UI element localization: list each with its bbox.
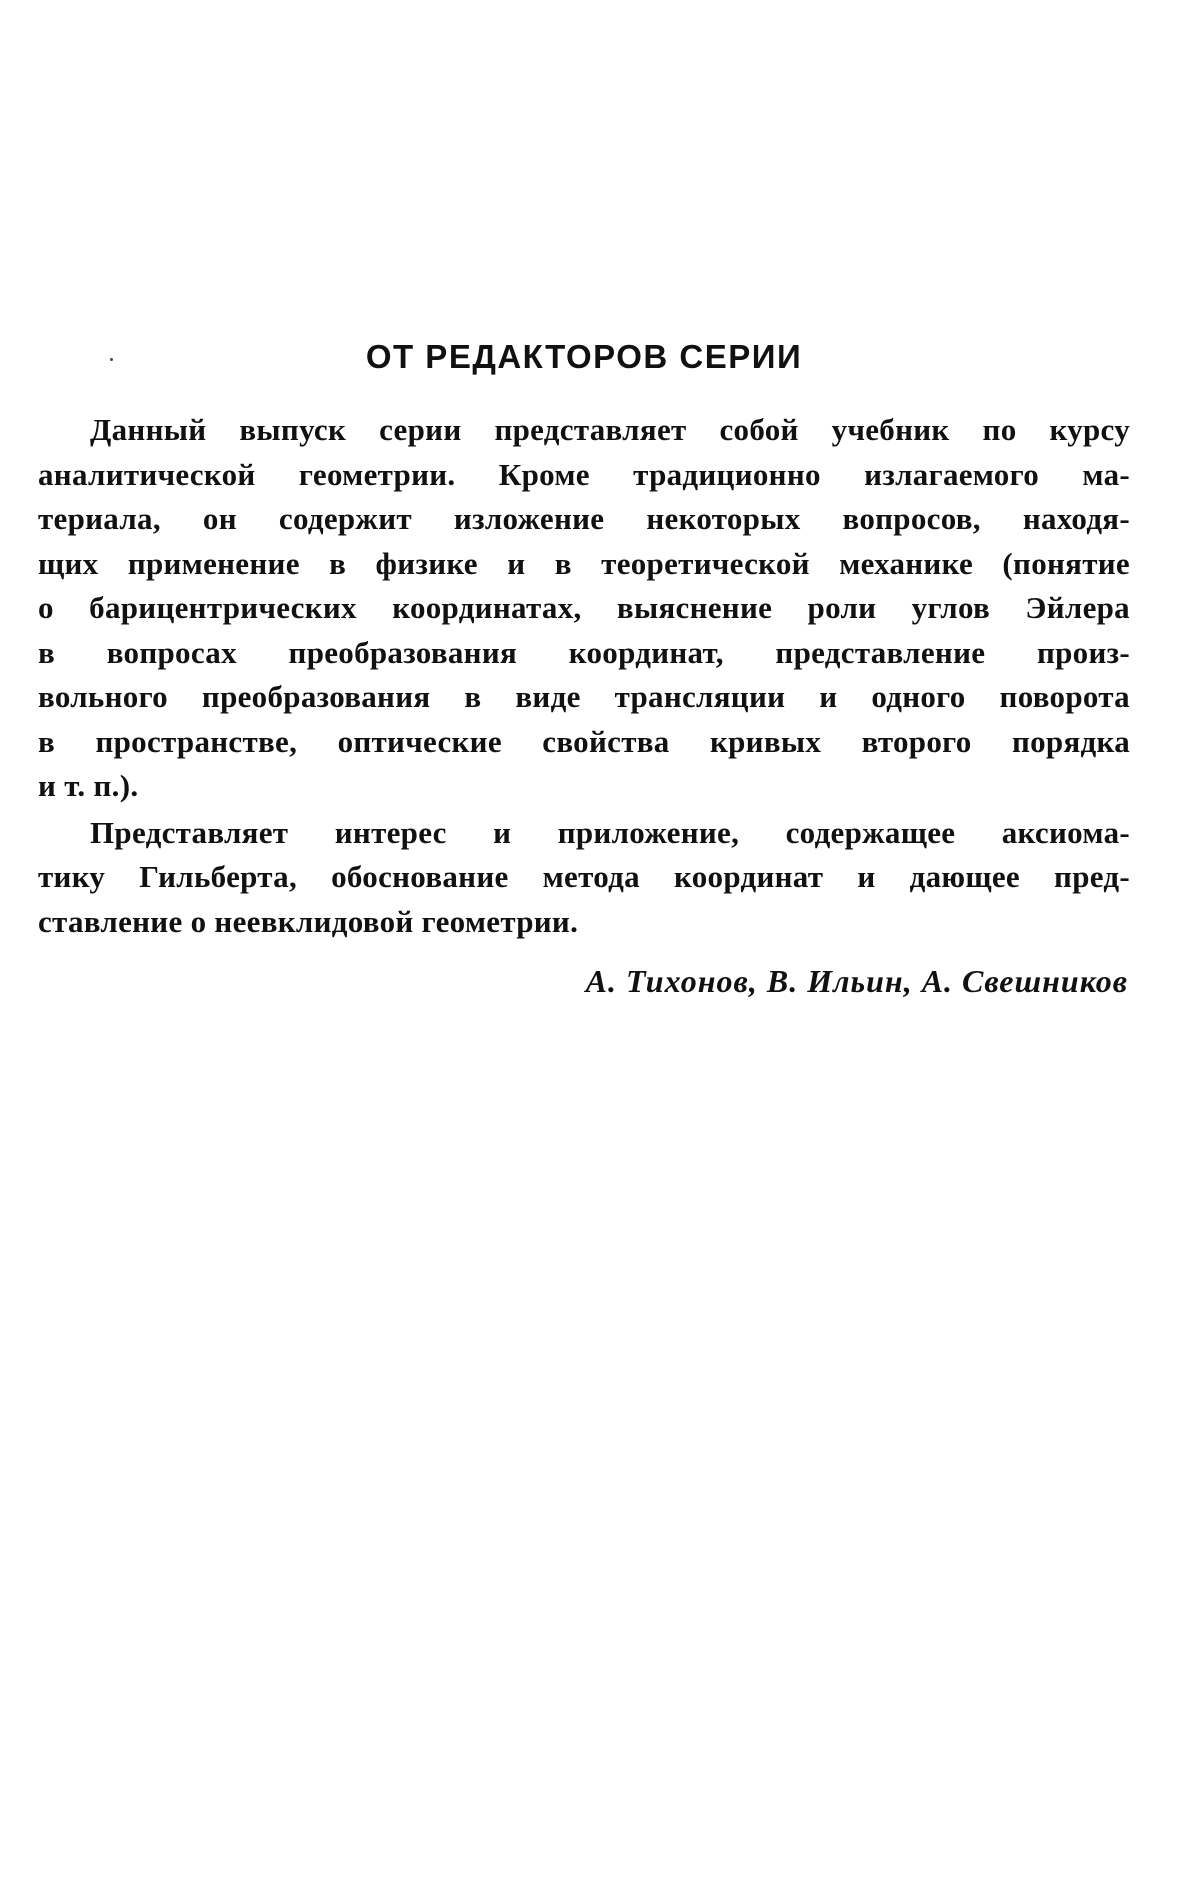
paragraph-1	[38, 408, 1130, 809]
editors-signature: А. Тихонов, В. Ильин, А. Свешников	[585, 963, 1128, 999]
text-line: в вопросах преобразования координат, представление произ-	[38, 634, 1130, 670]
text-line: щих применение в физике и в теоретической механике (понятие	[38, 545, 1130, 581]
text-line: вольного преобразования в виде трансляции и одного поворота	[38, 679, 1130, 714]
text-line: Представляет интерес и приложение, содержащее аксиома-	[90, 814, 1130, 850]
preface-body	[38, 408, 1130, 944]
paragraph-2	[38, 811, 1130, 945]
text-line: териала, он содержит изложение некоторых вопросов, находя-	[38, 501, 1130, 536]
page-title: ОТ РЕДАКТОРОВ СЕРИИ	[365, 338, 803, 375]
text-line: в пространстве, оптические свойства кривых второго порядка	[38, 723, 1130, 759]
text-line: тику Гильберта, обоснование метода координат и дающее пред-	[38, 859, 1130, 894]
text-line: ставление о неевклидовой геометрии.	[38, 903, 579, 939]
text-line: и т. п.).	[38, 768, 139, 803]
text-line: о барицентрических координатах, выяснение роли углов Эйлера	[38, 590, 1130, 625]
text-line: Данный выпуск серии представляет собой учебник по курсу	[90, 412, 1130, 447]
text-line: аналитической геометрии. Кроме традиционно излагаемого ма-	[38, 456, 1130, 492]
